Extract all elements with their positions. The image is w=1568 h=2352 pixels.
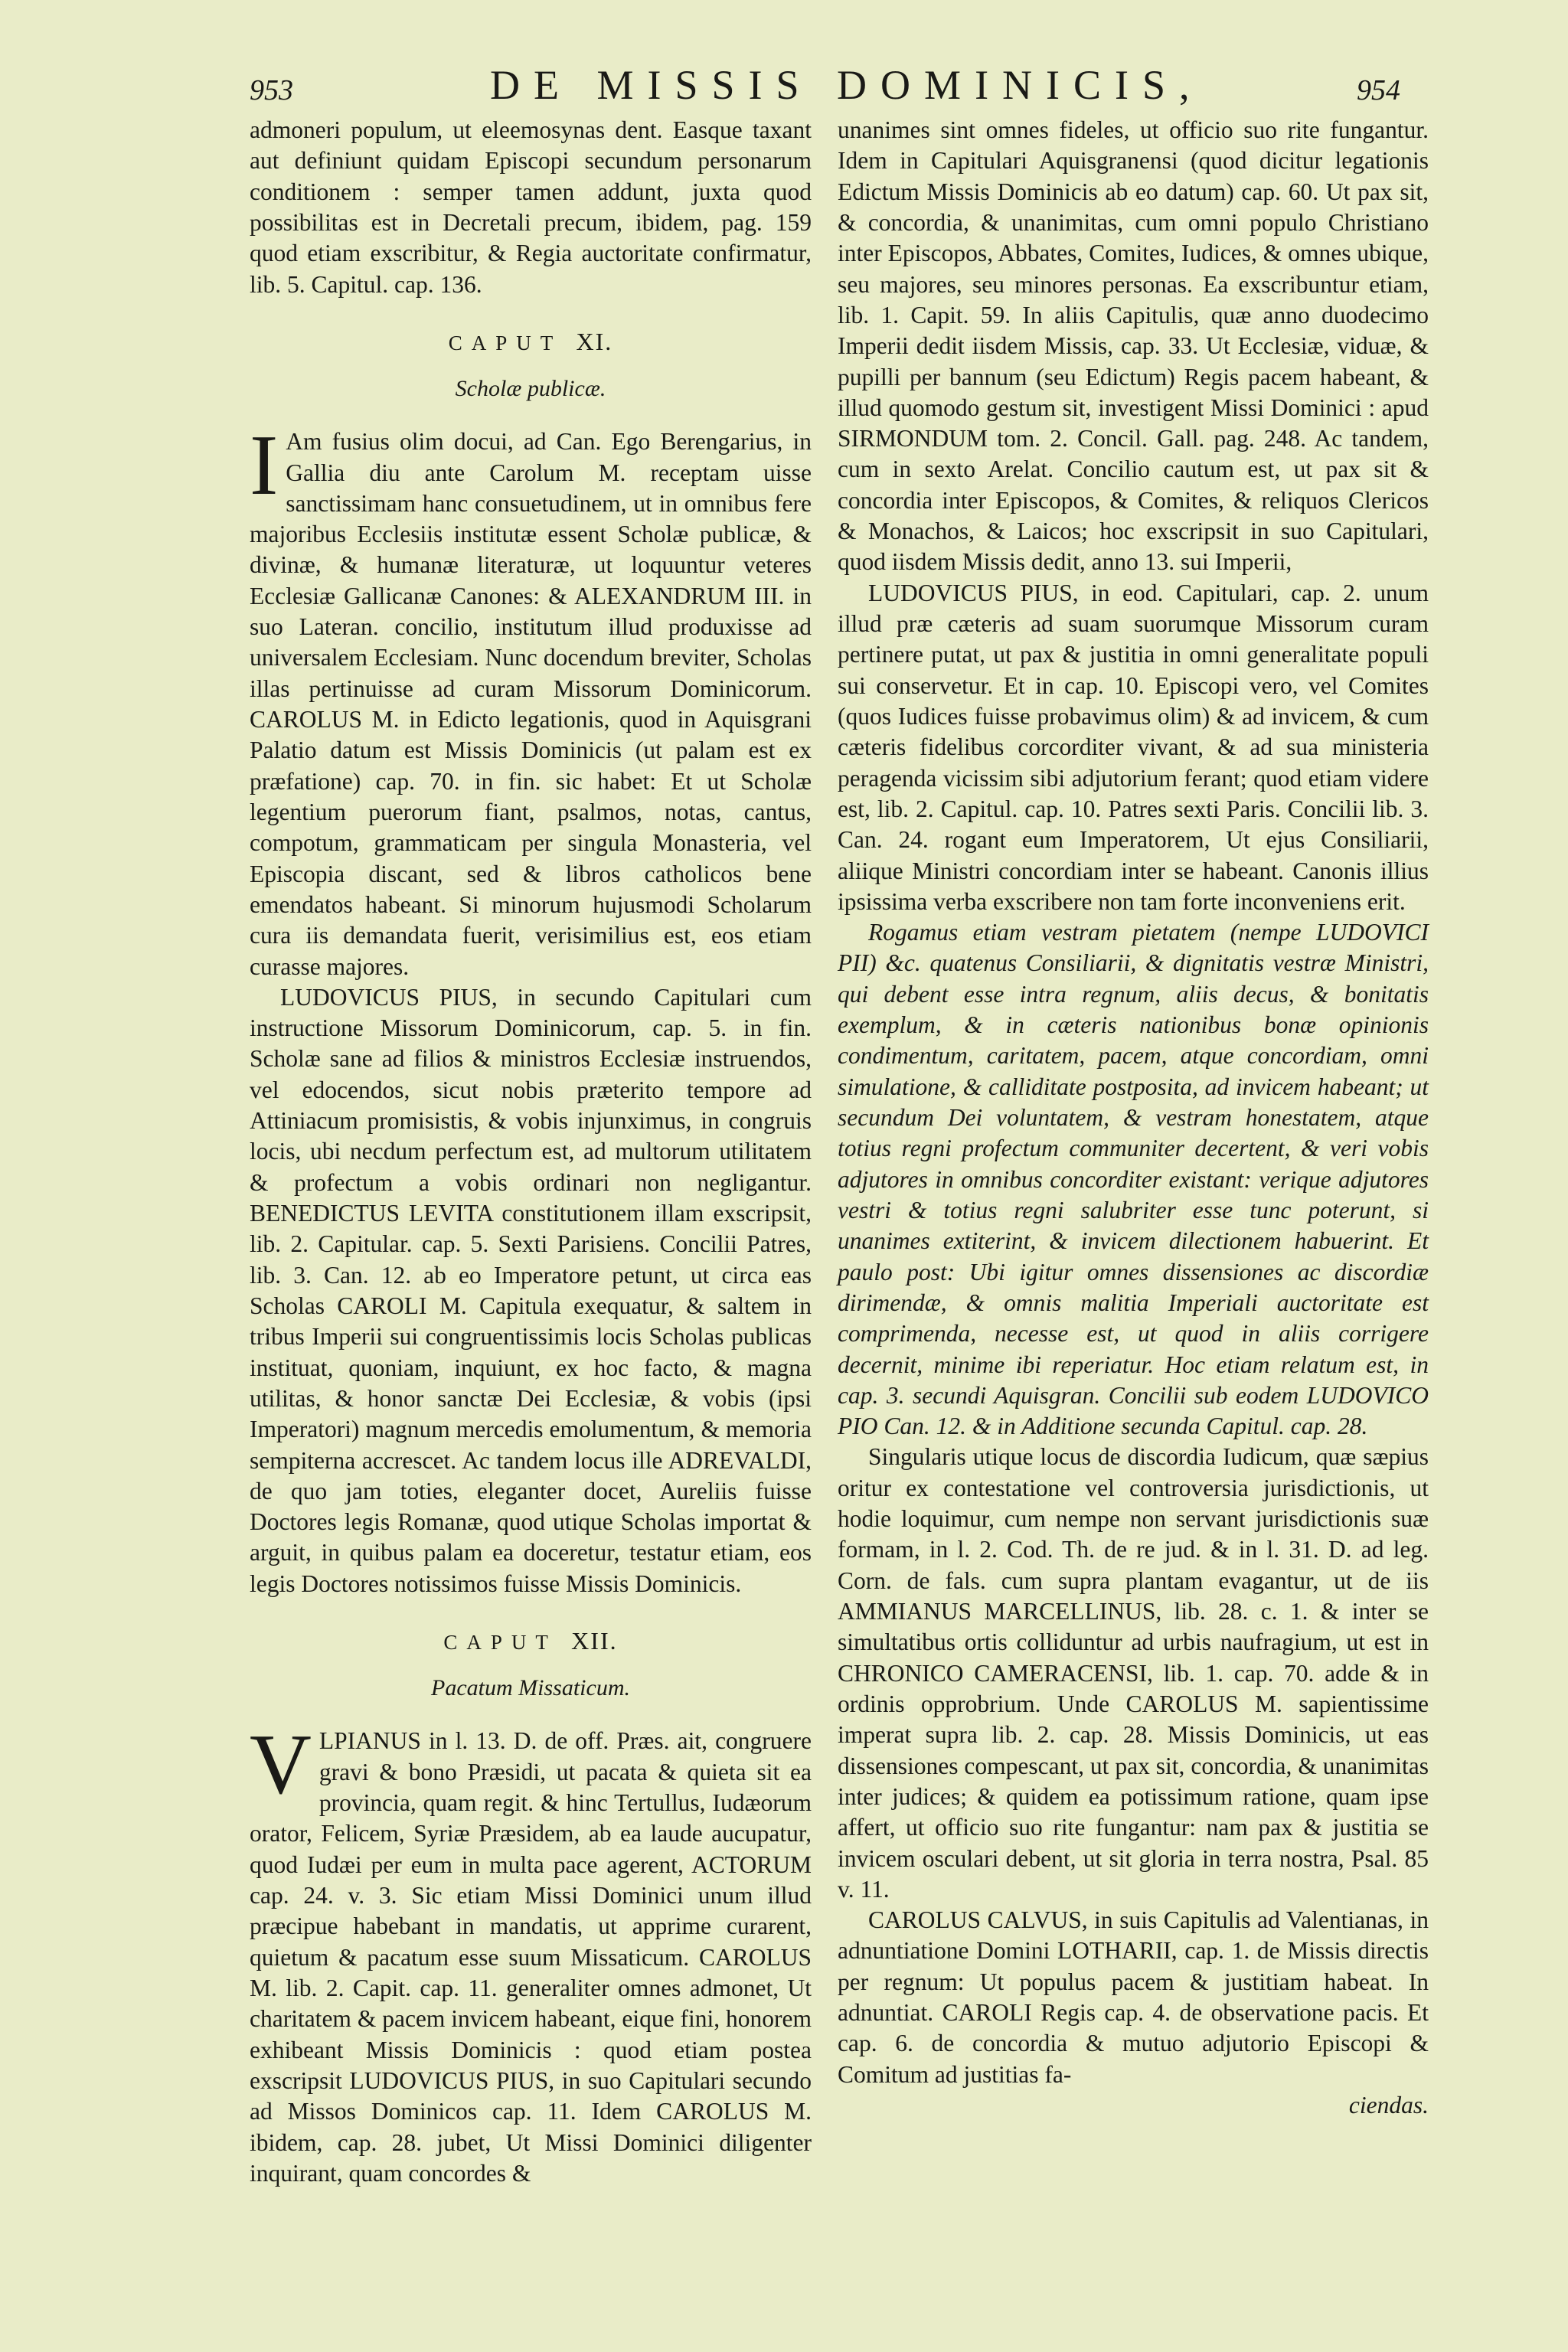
paragraph: Rogamus etiam vestram pietatem (nempe LUDOVICI PII) &c. quatenus Consiliarii, & dignitatis vestræ Ministri, qui debent esse intra regnum, aliis decus, & bonitatis exemplum, & in cæteris nationibus bonæ opinionis condimentum, caritatem, pacem, atque concordiam, omni simulatione, & calliditate postposita, ad invicem habeant; ut secundum Dei voluntatem, & vestram honestatem, atque totius regni profectum communiter decertent, & veri vobis adjutores in omnibus concorditer existant: verique adjutores vestri & totius regni salubriter esse tunc poterunt, si unanimes extiterint, & invicem dilectionem habuerint. Et paulo post: Ubi igitur omnes dissensiones ac discordiæ dirimendæ, & omnis malitia Imperiali auctoritate est comprimenda, necesse est, ut quod in aliis corrigere decernit, minime ibi reperiatur. Hoc etiam relatum est, in cap. 3. secundi Aquisgran. Concilii sub eodem LUDOVICO PIO Can. 12. & in Additione secunda Capitul. cap. 28.: [838, 919, 1429, 1440]
page-number-left: 953: [250, 74, 293, 106]
chapter-title: Pacatum Missaticum.: [431, 1675, 630, 1701]
paragraph: LUDOVICUS PIUS, in secundo Capitulari cum instructione Missorum Dominicorum, cap. 5. in fin. Scholæ sane ad filios & ministros Ecclesiæ instruendos, vel edocendos, sicut nobis præterito tempore ad Attiniacum promisistis, & vobis injunximus, in congruis locis, ubi necdum perfectum est, ad multorum utilitatem & profectum a vobis ordinari non negligantur. BENEDICTUS LEVITA constitutionem illam exscripsit, lib. 2. Capitular. cap. 5. Sexti Parisiens. Concilii Patres, lib. 3. Can. 12. ab eo Imperatore petunt, ut circa eas Scholas CAROLI M. Capitula exequatur, & saltem in tribus Imperii sui congruentissimis locis Scholas publicas instituat, quoniam, inquiunt, ex hoc facto, & magna utilitas, & honor sanctæ Dei Ecclesiæ, & vobis (ipsi Imperatori) magnum mercedis emolumentum, & memoria sempiterna accrescet. Ac tandem locus ille ADREVALDI, de quo jam toties, eleganter docet, Aureliis fuisse Doctores legis Romanæ, quod utique Scholas importat & arguit, in quibus palam ea doceretur, testatur etiam, eos legis Doctores notissimos fuisse Missis Dominicis.: [250, 983, 812, 1597]
chapter-number: XII.: [571, 1627, 618, 1655]
paragraph-text: Am fusius olim docui, ad Can. Ego Berengarius, in Gallia diu ante Carolum M. receptam uisse sanctissimam hanc consuetudinem, ut in omnibus fere majoribus Ecclesiis institutæ essent Scholæ publicæ, & divinæ, & humanæ literaturæ, ut loquuntur veteres Ecclesiæ Gallicanæ Canones: & ALEXANDRUM III. in suo Lateran. concilio, institutum illud produxisse ad universalem Ecclesiam. Nunc docendum breviter, Scholas illas pertinuisse ad curam Missorum Dominicorum. CAROLUS M. in Edicto legationis, quod in Aquisgrani Palatio datum est Missis Dominicis (ut palam est ex præfatione) cap. 70. in fin. sic habet: Et ut Scholæ legentium puerorum fiant, psalmos, notas, cantus, compotum, grammaticam per singula Monasteria, vel Episcopia discant, sed & libros catholicos bene emendatos habeant. Si minorum hujusmodi Scholarum cura iis demandata fuerit, verisimilius est, eos etiam curasse majores.: [250, 428, 812, 980]
page-number-right: 954: [1357, 74, 1400, 106]
drop-capital: I: [250, 418, 279, 514]
chapter-title: Scholæ publicæ.: [455, 375, 606, 401]
catchword: ciendas.: [1348, 2092, 1429, 2118]
paragraph: Singularis utique locus de discordia Iudicum, quæ sæpius oritur ex contestatione vel controversia jurisdictionis, ut hodie loquimur, cum nempe non servant jurisdictionis suæ formam, in l. 2. Cod. Th. de re jud. & in l. 31. D. ad leg. Corn. de fals. cum supra plantam evagantur, ut de iis AMMIANUS MARCELLINUS, lib. 28. c. 1. & inter se simultatibus ortis colliduntur ad urbis naufragium, ut est in CHRONICO CAMERACENSI, lib. 1. cap. 70. adde & in ordinis opprobrium. Unde CAROLUS M. sapientissime imperat supra lib. 2. cap. 28. Missis Dominicis, ut eas dissensiones compescant, ut pax sit, concordia, & unanimitas inter judices; & quidem ea potissimum ratione, quam ipse affert, ut officio suo rite fungantur: nam pax & justitia se invicem osculari debent, ut sit gloria in terra nostra, Psal. 85 v. 11.: [838, 1443, 1429, 1903]
drop-capital: V: [250, 1717, 312, 1813]
paragraph: CAROLUS CALVUS, in suis Capitulis ad Valentianas, in adnuntiatione Domini LOTHARII, cap. 1. de Missis directis per regnum: Ut populus pacem & justitiam habeat. In adnuntiat. CAROLI Regis cap. 4. de observatione pacis. Et cap. 6. de concordia & mutuo adjutorio Episcopi & Comitum ad justitias fa-: [838, 1906, 1429, 2088]
right-column: [838, 115, 1429, 2121]
chapter-number: XI.: [576, 327, 613, 355]
paragraph: LUDOVICUS PIUS, in eod. Capitulari, cap. 2. unum illud præ cæteris ad suam suorumque Missorum curam pertinere putat, ut pax & justitia in omni generalitate populi sui conservetur. Et in cap. 10. Episcopi vero, vel Comites (quos Iudices fuisse probavimus olim) & ad invicem, & cum cæteris fidelibus corcorditer vivant, & ad sua ministeria peragenda vicissim sibi adjutorium ferant; quod etiam videre est, lib. 2. Capitul. cap. 10. Patres sexti Paris. Concilii lib. 3. Can. 24. rogant eum Imperatorem, Ut ejus Consiliarii, aliique Ministri concordiam inter se habeant. Canonis illius ipsissima verba exscribere non tam forte inconveniens erit.: [838, 579, 1429, 915]
running-title: DE MISSIS DOMINICIS,: [490, 62, 1204, 108]
paragraph: [250, 418, 812, 982]
chapter-label: CAPUT: [448, 331, 562, 354]
chapter-label: CAPUT: [443, 1631, 557, 1655]
chapter-heading: [250, 326, 812, 358]
paragraph: unanimes sint omnes fideles, ut officio suo rite fungantur. Idem in Capitulari Aquisgranensi (quod dicitur legationis Edictum Missis Dominicis ab eo datum) cap. 60. Ut pax sit, & concordia, & unanimitas, cum omni populo Christiano inter Episcopos, Abbates, Comites, Iudices, & omnes ubique, seu majores, seu minores personas. Ea exscribuntur etiam, lib. 1. Capit. 59. In aliis Capitulis, quæ anno duodecimo Imperii dedit iisdem Missis, cap. 33. Ut Ecclesiæ, viduæ, & pupilli per bannum (seu Edictum) Regis pacem habeant, & illud quomodo gestum sit, investigent Missi Dominici : apud SIRMONDUM tom. 2. Concil. Gall. pag. 248. Ac tandem, cum in sexto Arelat. Concilio cautum est, ut pax sit & concordia inter Episcopos, & Comites, & reliquos Clericos & Monachos, & Laicos; hoc exscripsit in suo Capitulari, quod iisdem Missis dedit, anno 13. sui Imperii,: [838, 116, 1429, 576]
chapter-heading: [250, 1625, 812, 1657]
paragraph: [250, 1717, 812, 2189]
paragraph-text: LPIANUS in l. 13. D. de off. Præs. ait, congruere gravi & bono Præsidi, ut pacata & quieta sit ea provincia, quam regit. & hinc Tertullus, Iudæorum orator, Felicem, Syriæ Præsidem, ab ea laude aucupatur, quod Iudæi per eum in multa pace agerent, ACTORUM cap. 24. v. 3. Sic etiam Missi Dominici unum illud præcipue habebant in mandatis, ut apprime curarent, quietum & pacatum esse suum Missaticum. CAROLUS M. lib. 2. Capit. cap. 11. generaliter omnes admonet, Ut charitatem & pacem invicem habeant, eique fini, honorem exhibeant Missis Dominicis : quod etiam postea exscripsit LUDOVICUS PIUS, in suo Capitulari secundo ad Missos Dominicos cap. 11. Idem CAROLUS M. ibidem, cap. 28. jubet, Ut Missi Dominici diligenter inquirant, quam concordes &: [250, 1727, 812, 2187]
paragraph: admoneri populum, ut eleemosynas dent. Easque taxant aut definiunt quidam Episcopi secundum personarum conditionem : semper tamen addunt, juxta quod possibilitas est in Decretali precum, ibidem, pag. 159 quod etiam exscribitur, & Regia auctoritate confirmatur, lib. 5. Capitul. cap. 136.: [250, 116, 812, 298]
left-column: [250, 115, 812, 2189]
